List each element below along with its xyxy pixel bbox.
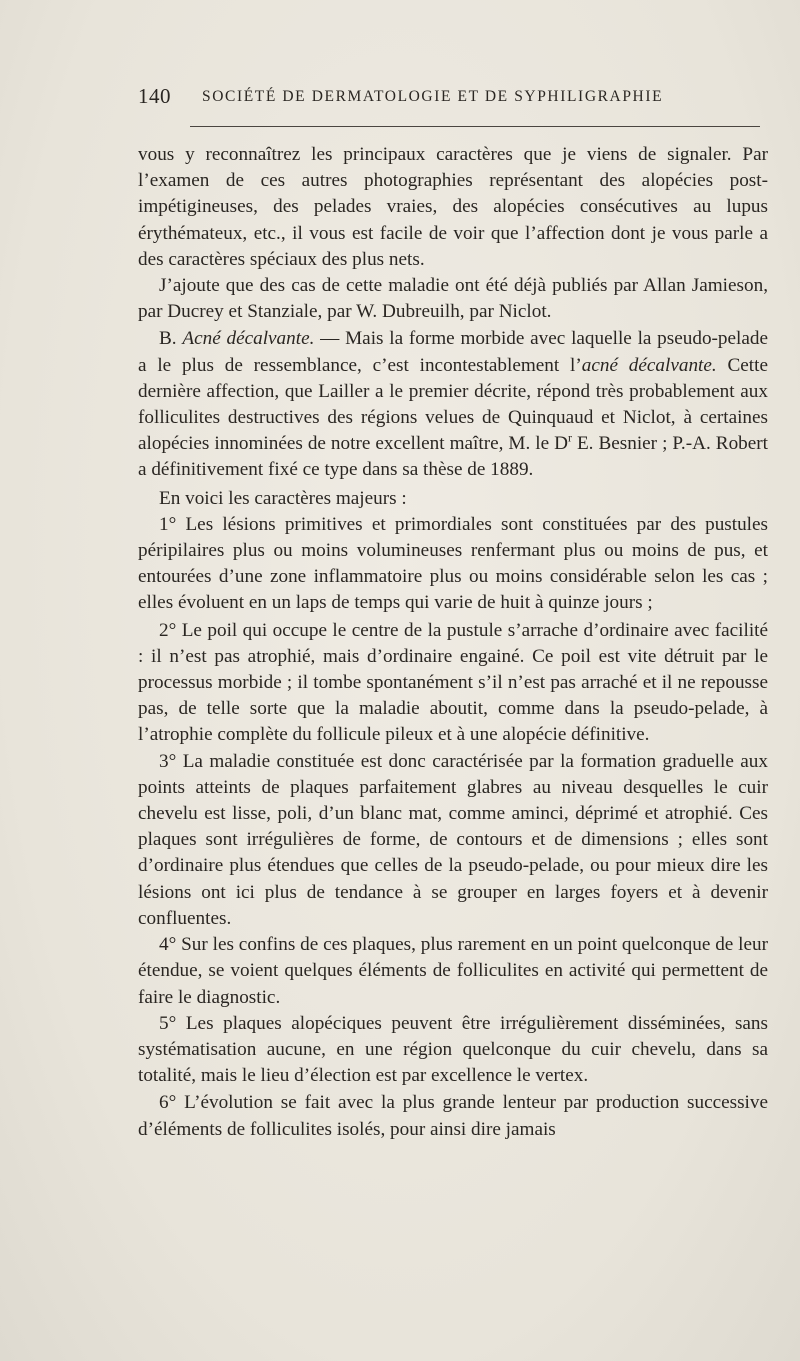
- running-head: SOCIÉTÉ DE DERMATOLOGIE ET DE SYPHILIGRAPHIE: [202, 88, 664, 105]
- section-letter: B.: [159, 328, 183, 350]
- body-text: [138, 142, 768, 1143]
- paragraph-text: — Mais la forme morbide avec laquelle la pseudo-pelade a le plus de ressemblance, c’est incontestablement l’: [138, 328, 768, 376]
- italic-term: acné décalvante.: [581, 354, 717, 376]
- page-header: [138, 84, 768, 114]
- paragraph-text: E. Besnier ; P.-A. Robert a définitivement fixé ce type dans sa thèse de 1889.: [138, 433, 768, 481]
- numbered-item: 3° La maladie constituée est donc caractérisée par la formation graduelle aux points atteints de plaques parfaitement glabres au niveau desquelles le cuir chevelu est lisse, poli, d’un blanc mat, comme aminci, déprimé et atrophié. Ces plaques sont irrégulières de forme, de contours et de dimensions ; elles sont d’ordinaire plus étendues que celles de la pseudo-pelade, ou pour mieux dire les lésions ont ici plus de tendance à se grouper en larges foyers et à devenir confluentes.: [138, 750, 768, 929]
- numbered-item: 4° Sur les confins de ces plaques, plus rarement en un point quelconque de leur étendue, se voient quelques éléments de folliculites en activité qui permettent de faire le diagnostic.: [138, 934, 768, 1008]
- header-rule: [190, 126, 760, 127]
- paragraph: En voici les caractères majeurs :: [159, 487, 407, 509]
- page-number: 140: [138, 84, 171, 108]
- section-title: Acné décalvante.: [182, 328, 315, 350]
- paragraph-acne-decalvante: [138, 326, 768, 483]
- paragraph: J’ajoute que des cas de cette maladie ont été déjà publiés par Allan Jamieson, par Ducrey et Stanziale, par W. Dubreuilh, par Niclot.: [138, 275, 768, 323]
- numbered-item: 6° L’évolution se fait avec la plus grande lenteur par production successive d’éléments de folliculites isolés, pour ainsi dire jamais: [138, 1092, 768, 1140]
- numbered-item: 5° Les plaques alopéciques peuvent être irrégulièrement disséminées, sans systématisation aucune, en une région quelconque du cuir chevelu, dans sa totalité, mais le lieu d’élection est par excellence le vertex.: [138, 1012, 768, 1087]
- paragraph: vous y reconnaîtrez les principaux caractères que je viens de signaler. Par l’examen de ces autres photographies représentant des alopécies post-impétigineuses, des pelades vraies, des alopécies consécutives au lupus érythémateux, etc., il vous est facile de voir que l’affection dont je vous parle a des caractères spéciaux des plus nets.: [138, 144, 768, 270]
- numbered-item: 2° Le poil qui occupe le centre de la pustule s’arrache d’ordinaire avec facilité : il n’est pas atrophié, mais d’ordinaire engainé. Ce poil est vite détruit par le processus morbide ; il tombe spontanément s’il n’est pas arraché et il ne repousse pas, de telle sorte que la maladie aboutit, comme dans la pseudo-pelade, à l’atrophie complète du follicule pileux et à une alopécie définitive.: [138, 619, 768, 746]
- numbered-item: 1° Les lésions primitives et primordiales sont constituées par des pustules péripilaires plus ou moins volumineuses renfermant plus ou moins de pus, et entourées d’une zone inflammatoire plus ou moins considérable selon les cas ; elles évoluent en un laps de temps qui varie de huit à quinze jours ;: [138, 513, 768, 614]
- superscript: r: [567, 430, 572, 445]
- paragraph-text: Cette dernière affection, que Lailler a le premier décrite, répond très probablement aux folliculites destructives des régions velues de Quinquaud et Niclot, à certaines alopécies innominées de notre excellent maître, M. le D: [138, 354, 768, 455]
